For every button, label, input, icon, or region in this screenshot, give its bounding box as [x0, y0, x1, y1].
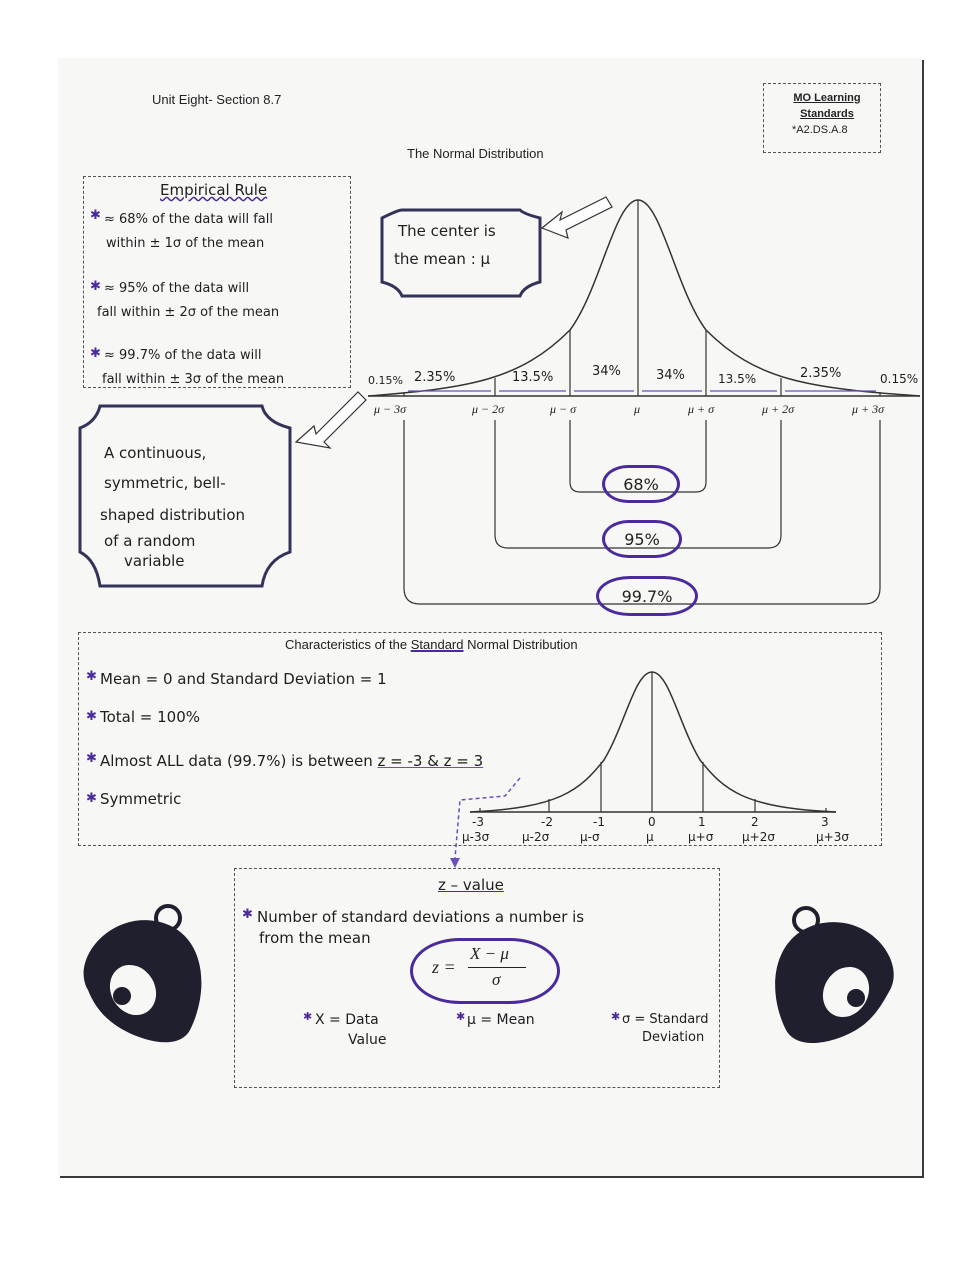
z-value-title: z – value [438, 876, 504, 894]
mu-tick: μ-σ [580, 830, 600, 844]
z-tick: -3 [472, 815, 484, 829]
rule-95-line2: fall within ± 2σ of the mean [97, 305, 280, 320]
arrow-icon [542, 197, 612, 238]
definition-line3: shaped distribution [100, 506, 246, 524]
pct-label: 2.35% [800, 366, 842, 381]
z-formula-denominator: σ [492, 970, 501, 989]
definition-frame [80, 406, 290, 586]
z-tick: 2 [751, 815, 759, 829]
definition-line5: variable [124, 552, 185, 570]
sigma-definition-line2: Deviation [642, 1030, 705, 1045]
z-definition-line2: from the mean [259, 929, 371, 947]
x-definition-line1: X = Data [315, 1012, 379, 1028]
axis-label: μ − 3σ [374, 402, 407, 416]
pct-label: 13.5% [512, 370, 554, 385]
star-bullet-icon: ✱ [90, 207, 101, 222]
star-bullet-icon: ✱ [242, 906, 253, 921]
star-bullet-icon: ✱ [303, 1011, 313, 1023]
z-tick: 0 [648, 815, 656, 829]
star-bullet-icon: ✱ [86, 708, 97, 723]
z-formula-numerator: X − μ [470, 944, 509, 963]
unit-label: Unit Eight- Section 8.7 [152, 92, 282, 107]
definition-line4: of a random [104, 532, 196, 550]
pct-label: 0.15% [368, 374, 403, 387]
std-item-total: Total = 100% [100, 708, 201, 726]
range-68-badge: 68% [602, 465, 680, 503]
center-note-line2: the mean : μ [394, 250, 491, 268]
rule-68-line1: ≈ 68% of the data will fall [104, 212, 273, 227]
mu-tick: μ [646, 830, 654, 844]
pct-label: 13.5% [718, 372, 757, 386]
axis-label: μ [634, 402, 641, 416]
star-bullet-icon: ✱ [86, 750, 97, 765]
z-definition-line1: Number of standard deviations a number is [257, 908, 585, 926]
standard-normal-title: Characteristics of the Standard Normal Distribution [285, 637, 578, 652]
z-tick: -2 [541, 815, 553, 829]
sigma-definition-line1: σ = Standard [622, 1012, 709, 1027]
x-definition-line2: Value [348, 1032, 387, 1048]
mu-definition: μ = Mean [467, 1012, 535, 1028]
definition-line1: A continuous, [104, 444, 207, 462]
arrow-icon [296, 392, 366, 448]
standard-normal-box [78, 632, 882, 846]
page-title: The Normal Distribution [407, 146, 544, 161]
fraction-bar [468, 967, 526, 968]
star-bullet-icon: ✱ [90, 345, 101, 360]
pct-label: 34% [656, 368, 685, 383]
star-bullet-icon: ✱ [86, 668, 97, 683]
mu-tick: μ-2σ [522, 830, 550, 844]
pct-label: 0.15% [880, 372, 919, 386]
pct-label: 34% [592, 364, 621, 379]
mu-tick: μ+3σ [816, 830, 849, 844]
range-95-badge: 95% [602, 520, 682, 558]
center-note-line1: The center is [398, 222, 496, 240]
std-item-symmetric: Symmetric [100, 790, 182, 808]
rule-95-line1: ≈ 95% of the data will [104, 281, 250, 296]
axis-label: μ − 2σ [472, 402, 505, 416]
z-tick: 1 [698, 815, 706, 829]
axis-label: μ + 2σ [762, 402, 795, 416]
std-item-range: Almost ALL data (99.7%) is between z = -3 & z = 3 [100, 752, 484, 770]
standards-title: MO Learning Standards [793, 92, 861, 120]
axis-label: μ + σ [688, 402, 715, 416]
mu-tick: μ-3σ [462, 830, 490, 844]
axis-label: μ − σ [550, 402, 577, 416]
mu-tick: μ+σ [688, 830, 714, 844]
z-tick: 3 [821, 815, 829, 829]
star-bullet-icon: ✱ [90, 278, 101, 293]
std-item-mean: Mean = 0 and Standard Deviation = 1 [100, 670, 387, 688]
mu-tick: μ+2σ [742, 830, 775, 844]
standards-code: *A2.DS.A.8 [792, 124, 848, 136]
rule-997-line1: ≈ 99.7% of the data will [104, 348, 262, 363]
star-bullet-icon: ✱ [456, 1011, 466, 1023]
star-bullet-icon: ✱ [86, 790, 97, 805]
rule-68-line2: within ± 1σ of the mean [106, 236, 265, 251]
bell-icon-left [84, 906, 202, 1042]
rule-997-line2: fall within ± 3σ of the mean [102, 372, 285, 387]
empirical-rule-title: Empirical Rule [160, 181, 268, 199]
pct-label: 2.35% [414, 370, 456, 385]
z-tick: -1 [593, 815, 605, 829]
star-bullet-icon: ✱ [611, 1011, 621, 1023]
range-997-badge: 99.7% [596, 576, 698, 616]
definition-line2: symmetric, bell- [104, 474, 226, 492]
z-formula-left: z = [432, 957, 456, 977]
axis-label: μ + 3σ [852, 402, 885, 416]
bell-icon-right [775, 908, 894, 1043]
